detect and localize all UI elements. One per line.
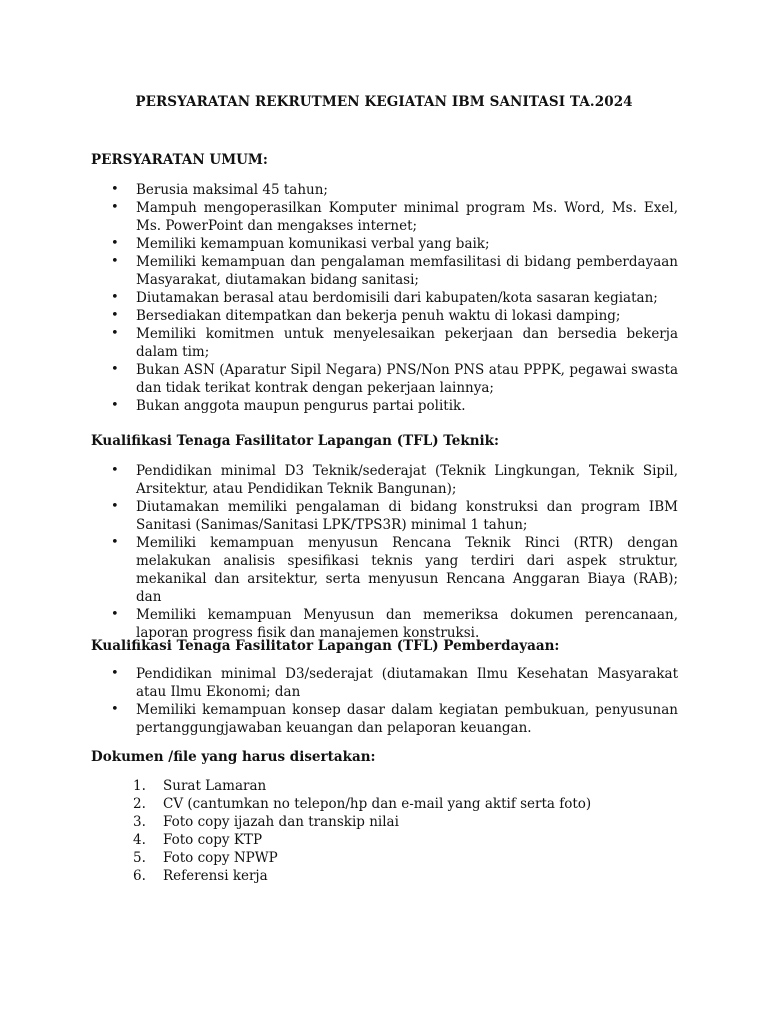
- requirement-list-item: [108, 534, 678, 606]
- document-list-item: [133, 795, 653, 813]
- bullet-icon: •: [111, 308, 119, 323]
- list-item-text: Bukan ASN (Aparatur Sipil Negara) PNS/Non PNS atau PPPK, pegawai swasta dan tidak terikat kontrak dengan pekerjaan lainnya;: [136, 362, 678, 396]
- bullet-icon: •: [111, 254, 119, 269]
- list-number: 6.: [133, 868, 146, 884]
- requirement-list-item: [108, 665, 678, 701]
- general-requirements-list: [108, 181, 678, 415]
- requirement-list-item: [108, 397, 678, 415]
- tfl-technical-list: [108, 462, 678, 642]
- document-list-item: [133, 849, 653, 867]
- requirement-list-item: [108, 253, 678, 289]
- list-item-text: Memiliki kemampuan komunikasi verbal yang baik;: [136, 236, 490, 252]
- list-item-text: Surat Lamaran: [163, 778, 267, 794]
- bullet-icon: •: [111, 236, 119, 251]
- bullet-icon: •: [111, 535, 119, 550]
- list-number: 2.: [133, 796, 146, 812]
- documents-heading: Dokumen /file yang harus disertakan:: [91, 749, 376, 765]
- list-item-text: Pendidikan minimal D3/sederajat (diutamakan Ilmu Kesehatan Masyarakat atau Ilmu Ekonomi; dan: [136, 666, 678, 700]
- list-item-text: Memiliki kemampuan konsep dasar dalam kegiatan pembukuan, penyusunan pertanggungjawaban keuangan dan pelaporan keuangan.: [136, 702, 678, 736]
- requirement-list-item: [108, 325, 678, 361]
- document-list-item: [133, 831, 653, 849]
- list-item-text: Referensi kerja: [163, 868, 268, 884]
- requirement-list-item: [108, 181, 678, 199]
- list-item-text: Foto copy ijazah dan transkip nilai: [163, 814, 399, 830]
- document-list-item: [133, 867, 653, 885]
- list-item-text: Memiliki kemampuan Menyusun dan memeriksa dokumen perencanaan, laporan progress fisik dan manajemen konstruksi.: [136, 607, 678, 641]
- list-number: 4.: [133, 832, 146, 848]
- list-item-text: Foto copy KTP: [163, 832, 263, 848]
- requirement-list-item: [108, 289, 678, 307]
- bullet-icon: •: [111, 666, 119, 681]
- list-number: 1.: [133, 778, 146, 794]
- list-item-text: Memiliki kemampuan dan pengalaman memfasilitasi di bidang pemberdayaan Masyarakat, diutamakan bidang sanitasi;: [136, 254, 678, 288]
- list-item-text: Bersediakan ditempatkan dan bekerja penuh waktu di lokasi damping;: [136, 308, 621, 324]
- bullet-icon: •: [111, 499, 119, 514]
- requirement-list-item: [108, 701, 678, 737]
- list-item-text: Memiliki kemampuan menyusun Rencana Teknik Rinci (RTR) dengan melakukan analisis spesifikasi teknis yang terdiri dari aspek struktur, mekanikal dan arsitektur, serta menyusun Rencana Anggaran Biaya (RAB); dan: [136, 535, 678, 605]
- requirement-list-item: [108, 462, 678, 498]
- document-title: PERSYARATAN REKRUTMEN KEGIATAN IBM SANITASI TA.2024: [135, 94, 633, 110]
- bullet-icon: •: [111, 463, 119, 478]
- requirement-list-item: [108, 199, 678, 235]
- requirement-list-item: [108, 235, 678, 253]
- list-item-text: Pendidikan minimal D3 Teknik/sederajat (Teknik Lingkungan, Teknik Sipil, Arsitektur, atau Pendidikan Teknik Bangunan);: [136, 463, 678, 497]
- bullet-icon: •: [111, 200, 119, 215]
- requirement-list-item: [108, 307, 678, 325]
- list-item-text: Berusia maksimal 45 tahun;: [136, 182, 328, 198]
- list-item-text: Diutamakan berasal atau berdomisili dari kabupaten/kota sasaran kegiatan;: [136, 290, 658, 306]
- tfl-empowerment-heading: Kualifikasi Tenaga Fasilitator Lapangan (TFL) Pemberdayaan:: [91, 638, 560, 654]
- list-number: 3.: [133, 814, 146, 830]
- list-item-text: Foto copy NPWP: [163, 850, 278, 866]
- list-item-text: Mampuh mengoperasilkan Komputer minimal program Ms. Word, Ms. Exel, Ms. PowerPoint dan mengakses internet;: [136, 200, 678, 234]
- document-list-item: [133, 777, 653, 795]
- bullet-icon: •: [111, 398, 119, 413]
- bullet-icon: •: [111, 702, 119, 717]
- list-item-text: Diutamakan memiliki pengalaman di bidang konstruksi dan program IBM Sanitasi (Sanimas/Sanitasi LPK/TPS3R) minimal 1 tahun;: [136, 499, 678, 533]
- general-requirements-heading: PERSYARATAN UMUM:: [91, 152, 268, 168]
- requirement-list-item: [108, 498, 678, 534]
- bullet-icon: •: [111, 326, 119, 341]
- list-item-text: CV (cantumkan no telepon/hp dan e-mail yang aktif serta foto): [163, 796, 592, 812]
- bullet-icon: •: [111, 182, 119, 197]
- documents-list: [133, 777, 653, 885]
- tfl-technical-heading: Kualifikasi Tenaga Fasilitator Lapangan (TFL) Teknik:: [91, 433, 500, 449]
- tfl-empowerment-list: [108, 665, 678, 737]
- list-item-text: Memiliki komitmen untuk menyelesaikan pekerjaan dan bersedia bekerja dalam tim;: [136, 326, 678, 360]
- list-item-text: Bukan anggota maupun pengurus partai politik.: [136, 398, 466, 414]
- document-list-item: [133, 813, 653, 831]
- bullet-icon: •: [111, 607, 119, 622]
- bullet-icon: •: [111, 362, 119, 377]
- list-number: 5.: [133, 850, 146, 866]
- bullet-icon: •: [111, 290, 119, 305]
- requirement-list-item: [108, 361, 678, 397]
